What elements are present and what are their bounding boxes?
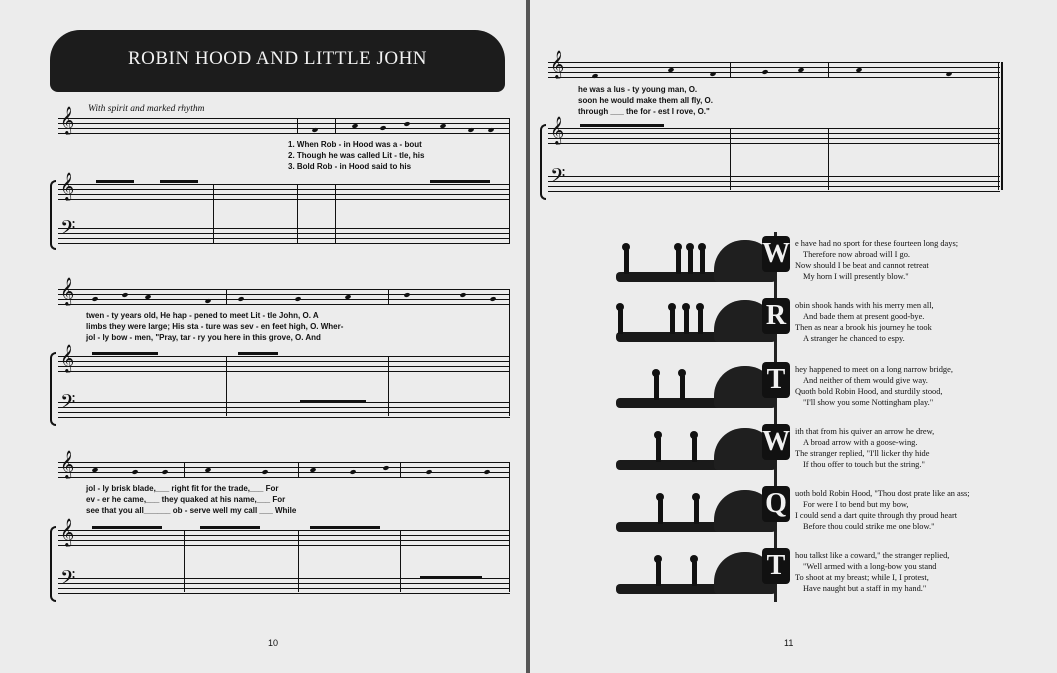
verse-line: My horn I will presently blow."	[803, 272, 909, 281]
page-number: 10	[268, 638, 279, 648]
verse-line: hou talkst like a coward," the stranger replied,	[795, 551, 950, 560]
brace	[50, 526, 56, 602]
brace	[540, 124, 546, 200]
verse-line: Therefore now abroad will I go.	[803, 250, 910, 259]
beam	[160, 180, 198, 183]
piano-bass-staff	[548, 176, 1000, 192]
barline	[184, 462, 185, 478]
verse-line: Have naught but a staff in my hand."	[803, 584, 927, 593]
voice-staff	[548, 62, 1000, 78]
beam	[430, 180, 490, 183]
lyrics-block	[86, 483, 296, 516]
illustration-figure	[688, 250, 693, 274]
illustration-figure	[694, 500, 699, 524]
beam	[310, 526, 380, 529]
lyric-line: he was a lus - ty young man, O.	[578, 85, 698, 94]
verse-line: I could send a dart quite through thy proud heart	[795, 511, 958, 520]
drop-cap: W	[762, 424, 790, 460]
verse-line: The stranger replied, "I'll licker thy hide	[795, 449, 930, 458]
treble-clef-icon: 𝄞	[60, 450, 75, 478]
piano-treble-staff	[58, 184, 510, 200]
beam	[96, 180, 134, 183]
brace	[50, 180, 56, 250]
barline	[298, 530, 299, 592]
verse-line: e have had no sport for these fourteen long days;	[795, 239, 959, 248]
treble-clef-icon: 𝄞	[60, 106, 75, 134]
lyric-line: jol - ly brisk blade,___ right fit for the trade,___ For	[86, 484, 279, 493]
illustration-figure	[692, 438, 697, 462]
lyric-line: through ___ the for - est I rove, O."	[578, 107, 710, 116]
verse-stanza	[795, 364, 953, 408]
barline	[388, 356, 389, 416]
lyric-line: ev - er he came,___ they quaked at his name,___ For	[86, 495, 286, 504]
drop-cap: R	[762, 298, 790, 334]
barline	[998, 62, 999, 190]
lyric-line: soon he would make them all fly, O.	[578, 96, 713, 105]
piano-bass-staff	[58, 228, 510, 244]
verse-line: And neither of them would give way.	[803, 376, 928, 385]
decorative-vine	[774, 232, 777, 602]
barline	[297, 184, 298, 244]
verse-stanza	[795, 300, 934, 344]
verse-stanza	[795, 238, 958, 282]
verse-illustration	[596, 236, 776, 286]
treble-clef-icon: 𝄞	[550, 50, 565, 78]
verse-line: ith that from his quiver an arrow he drew,	[795, 427, 935, 436]
barline	[297, 118, 298, 134]
verse-line: "Well armed with a long-bow you stand	[803, 562, 937, 571]
beam	[200, 526, 260, 529]
bass-clef-icon: 𝄢	[60, 216, 76, 244]
illustration-figure	[656, 562, 661, 586]
illustration-figure	[676, 250, 681, 274]
lyric-line: jol - ly bow - men, "Pray, tar - ry you here in this grove, O. And	[86, 333, 321, 342]
verse-line: obin shook hands with his merry men all,	[795, 301, 934, 310]
verse-line: Now should I be beat and cannot retreat	[795, 261, 929, 270]
lyric-line: 1. When Rob - in Hood was a - bout	[288, 140, 422, 149]
illustration-figure	[698, 310, 703, 334]
brace	[50, 352, 56, 426]
verse-illustration	[596, 548, 776, 598]
illustration-figure	[692, 562, 697, 586]
verse-stanza	[795, 488, 970, 532]
title-banner	[50, 30, 505, 92]
barline	[400, 530, 401, 592]
barline	[828, 62, 829, 78]
barline	[828, 128, 829, 190]
bass-clef-icon: 𝄢	[60, 390, 76, 418]
verse-line: "I'll show you some Nottingham play."	[803, 398, 934, 407]
barline	[509, 289, 510, 416]
barline	[730, 62, 731, 78]
page-number: 11	[784, 638, 794, 648]
barline	[298, 462, 299, 478]
barline	[388, 289, 389, 305]
treble-clef-icon: 𝄞	[60, 518, 75, 546]
beam	[300, 400, 366, 403]
beam	[580, 124, 664, 127]
bass-clef-icon: 𝄢	[60, 566, 76, 594]
lyric-line: see that you all______ ob - serve well my call ___ While	[86, 506, 297, 515]
barline	[509, 462, 510, 592]
barline	[335, 184, 336, 244]
treble-clef-icon: 𝄞	[60, 344, 75, 372]
verse-line: For were I to bend but my bow,	[803, 500, 909, 509]
barline	[730, 128, 731, 190]
right-page	[530, 0, 1057, 673]
verse-illustration	[596, 296, 776, 346]
lyric-line: 3. Bold Rob - in Hood said to his	[288, 162, 412, 171]
voice-staff	[58, 462, 510, 478]
treble-clef-icon: 𝄞	[60, 172, 75, 200]
beam	[420, 576, 482, 579]
piano-treble-staff	[58, 530, 510, 546]
beam	[92, 352, 158, 355]
illustration-figure	[700, 250, 705, 274]
drop-cap: T	[762, 548, 790, 584]
illustration-figure	[680, 376, 685, 400]
barline	[184, 530, 185, 592]
illustration-figure	[658, 500, 663, 524]
final-barline	[1001, 62, 1003, 190]
lyrics-block	[578, 84, 713, 117]
illustration-figure	[684, 310, 689, 334]
verse-line: If thou offer to touch but the string."	[803, 460, 925, 469]
lyric-line: twen - ty years old, He hap - pened to meet Lit - tle John, O. A	[86, 311, 319, 320]
lyrics-block	[86, 310, 343, 343]
voice-staff	[58, 289, 510, 305]
verse-illustration	[596, 362, 776, 412]
left-page	[0, 0, 526, 673]
barline	[400, 462, 401, 478]
verse-stanza	[795, 426, 934, 470]
beam	[238, 352, 278, 355]
verse-line: To shoot at my breast; while I, I protest,	[795, 573, 929, 582]
illustration-figure	[654, 376, 659, 400]
bass-clef-icon: 𝄢	[550, 164, 566, 192]
verse-line: And bade them at present good-bye.	[803, 312, 925, 321]
verse-line: A stranger he chanced to espy.	[803, 334, 905, 343]
verse-line: A broad arrow with a goose-wing.	[803, 438, 918, 447]
illustration-figure	[624, 250, 629, 274]
illustration-figure	[670, 310, 675, 334]
drop-cap: W	[762, 236, 790, 272]
lyric-line: limbs they were large; His sta - ture was sev - en feet high, O. Wher-	[86, 322, 344, 331]
drop-cap: Q	[762, 486, 790, 522]
verse-line: Quoth bold Robin Hood, and sturdily stood,	[795, 387, 943, 396]
barline	[213, 184, 214, 244]
barline	[509, 118, 510, 244]
verse-line: hey happened to meet on a long narrow bridge,	[795, 365, 953, 374]
verse-illustration	[596, 424, 776, 474]
verse-stanza	[795, 550, 949, 594]
lyric-line: 2. Though he was called Lit - tle, his	[288, 151, 425, 160]
illustration-figure	[618, 310, 623, 334]
verse-line: uoth bold Robin Hood, "Thou dost prate like an ass;	[795, 489, 970, 498]
tempo-marking: With spirit and marked rhythm	[88, 104, 205, 114]
song-title: ROBIN HOOD AND LITTLE JOHN	[127, 48, 428, 69]
barline	[335, 118, 336, 134]
treble-clef-icon: 𝄞	[60, 277, 75, 305]
illustration-figure	[656, 438, 661, 462]
treble-clef-icon: 𝄞	[550, 116, 565, 144]
drop-cap: T	[762, 362, 790, 398]
barline	[226, 356, 227, 416]
beam	[92, 526, 162, 529]
verse-line: Before thou could strike me one blow."	[803, 522, 935, 531]
verse-line: Then as near a brook his journey he took	[795, 323, 932, 332]
note	[591, 73, 598, 79]
piano-treble-staff	[548, 128, 1000, 144]
piano-bass-staff	[58, 578, 510, 594]
piano-treble-staff	[58, 356, 510, 372]
lyrics-block	[288, 139, 424, 172]
barline	[226, 289, 227, 305]
piano-bass-staff	[58, 402, 510, 418]
verse-illustration	[596, 486, 776, 536]
